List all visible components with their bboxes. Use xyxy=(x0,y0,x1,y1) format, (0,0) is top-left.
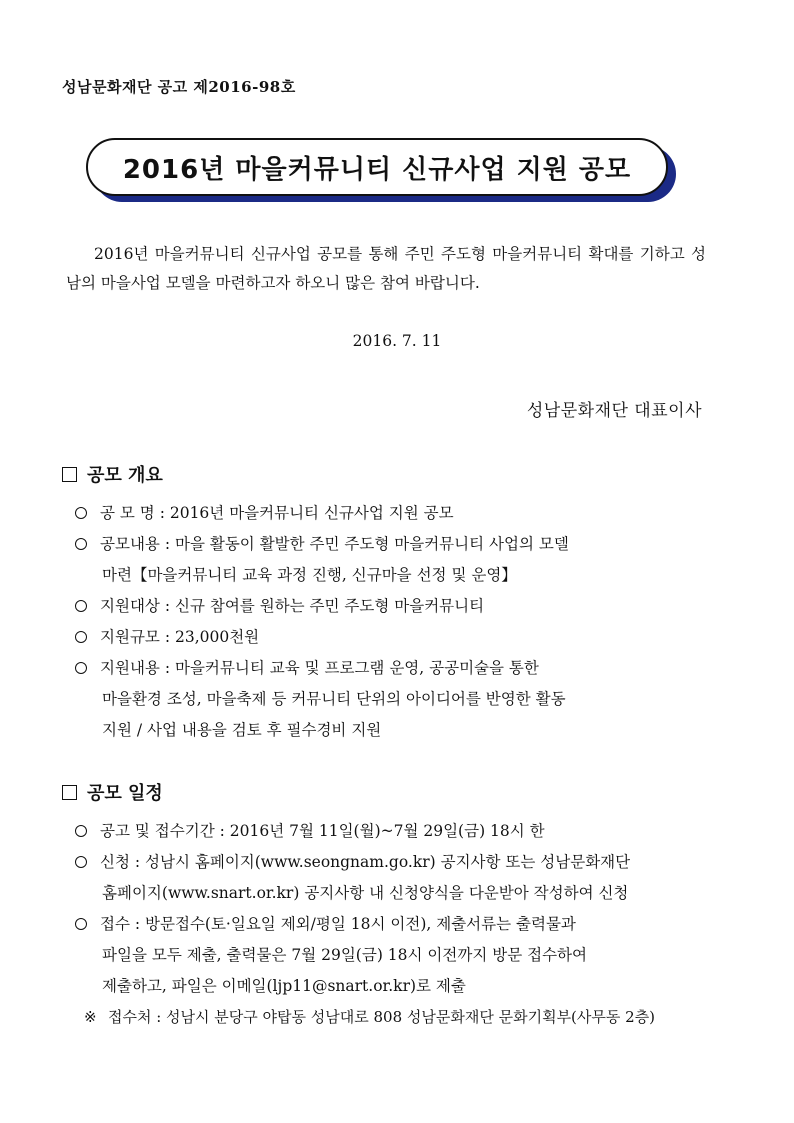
circle-bullet-icon xyxy=(75,662,87,674)
intro-paragraph: 2016년 마을커뮤니티 신규사업 공모를 통해 주민 주도형 마을커뮤니티 확대를 기하고 성남의 마을사업 모델을 마련하고자 하오니 많은 참여 바랍니다. xyxy=(66,245,706,292)
schedule-heading-text: 공모 일정 xyxy=(87,783,163,804)
overview-item xyxy=(62,498,732,529)
circle-bullet-icon xyxy=(75,856,87,868)
overview-item-line: 마을환경 조성, 마을축제 등 커뮤니티 단위의 아이디어를 반영한 활동 xyxy=(102,690,566,708)
announcement-date: 2016. 7. 11 xyxy=(352,332,442,350)
circle-bullet-icon xyxy=(75,600,87,612)
overview-item-line: 공 모 명 : 2016년 마을커뮤니티 신규사업 지원 공모 xyxy=(100,504,454,522)
schedule-item-line: 제출하고, 파일은 이메일(ljp11@snart.or.kr)로 제출 xyxy=(102,977,466,995)
schedule-item-line: 접수 : 방문접수(토·일요일 제외/평일 18시 이전), 제출서류는 출력물과 xyxy=(100,915,576,933)
schedule-item xyxy=(62,847,732,909)
page-title: 2016년 마을커뮤니티 신규사업 지원 공모 xyxy=(122,154,632,185)
reception-note xyxy=(84,1002,732,1033)
overview-item-line: 지원대상 : 신규 참여를 원하는 주민 주도형 마을커뮤니티 xyxy=(100,597,485,615)
schedule-heading xyxy=(62,778,732,806)
overview-item xyxy=(62,653,732,746)
overview-item-line: 지원 / 사업 내용을 검토 후 필수경비 지원 xyxy=(102,721,382,739)
overview-item xyxy=(62,591,732,622)
overview-item xyxy=(62,622,732,653)
square-bullet-icon xyxy=(62,785,77,800)
schedule-item-line: 파일을 모두 제출, 출력물은 7월 29일(금) 18시 이전까지 방문 접수하여 xyxy=(102,946,587,964)
circle-bullet-icon xyxy=(75,507,87,519)
schedule-item-line: 홈페이지(www.snart.or.kr) 공지사항 내 신청양식을 다운받아 작성하여 신청 xyxy=(102,884,629,902)
reference-mark-icon: ※ xyxy=(84,1008,97,1026)
circle-bullet-icon xyxy=(75,631,87,643)
schedule-section xyxy=(62,778,732,1033)
title-banner-box xyxy=(86,138,668,196)
overview-heading-text: 공모 개요 xyxy=(87,465,163,486)
schedule-item-line: 공고 및 접수기간 : 2016년 7월 11일(월)~7월 29일(금) 18시 한 xyxy=(100,822,545,840)
circle-bullet-icon xyxy=(75,538,87,550)
overview-item-line: 마련【마을커뮤니티 교육 과정 진행, 신규마을 선정 및 운영】 xyxy=(102,566,517,584)
issuer: 성남문화재단 대표이사 xyxy=(526,401,702,421)
overview-item-line: 지원내용 : 마을커뮤니티 교육 및 프로그램 운영, 공공미술을 통한 xyxy=(100,659,539,677)
overview-section xyxy=(62,460,732,746)
reception-note-text: 접수처 : 성남시 분당구 야탑동 성남대로 808 성남문화재단 문화기획부(사무동 2층) xyxy=(108,1008,656,1026)
overview-item xyxy=(62,529,732,591)
circle-bullet-icon xyxy=(75,918,87,930)
title-banner xyxy=(86,138,680,206)
notice-number: 성남문화재단 공고 제2016-98호 xyxy=(62,78,296,96)
overview-item-line: 지원규모 : 23,000천원 xyxy=(100,628,260,646)
schedule-item-line: 신청 : 성남시 홈페이지(www.seongnam.go.kr) 공지사항 또는 성남문화재단 xyxy=(100,853,631,871)
schedule-item xyxy=(62,816,732,847)
square-bullet-icon xyxy=(62,467,77,482)
overview-item-line: 공모내용 : 마을 활동이 활발한 주민 주도형 마을커뮤니티 사업의 모델 xyxy=(100,535,569,553)
overview-heading xyxy=(62,460,732,488)
schedule-item xyxy=(62,909,732,1002)
circle-bullet-icon xyxy=(75,825,87,837)
